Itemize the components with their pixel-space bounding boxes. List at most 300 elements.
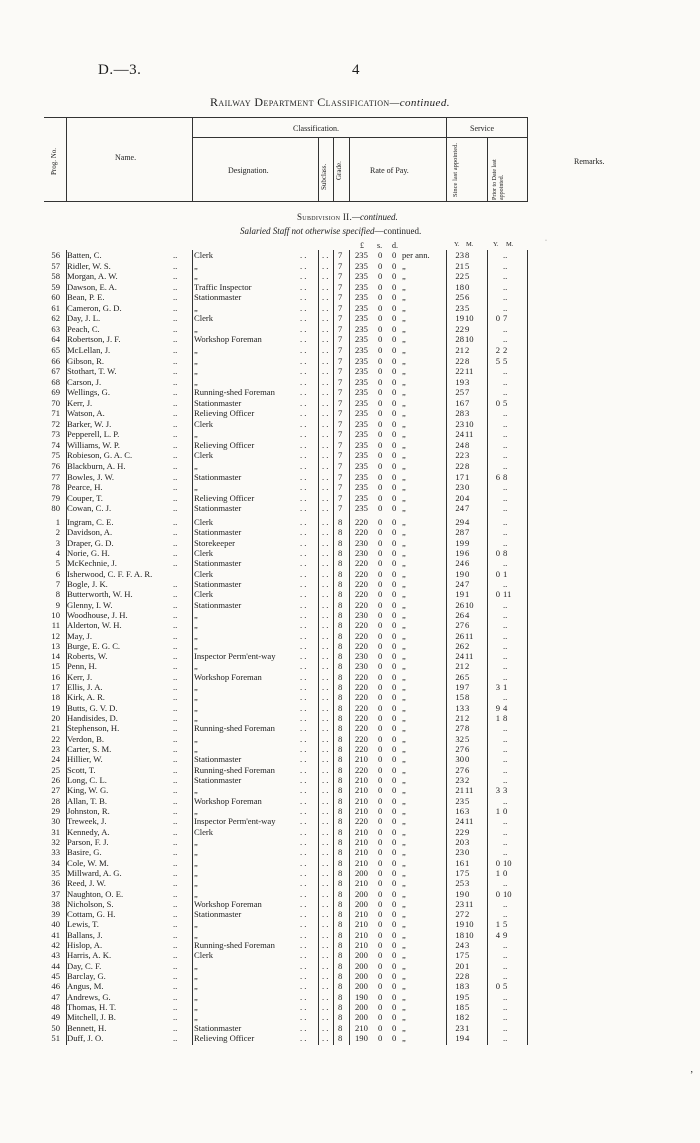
grade: 8 xyxy=(338,661,343,672)
rate-period: „ xyxy=(402,671,406,682)
rate-period: „ xyxy=(402,1022,406,1033)
since-months: 2 xyxy=(465,775,470,785)
name: Morgan, A. W. xyxy=(67,271,118,282)
grade: 7 xyxy=(338,408,343,419)
since-months: 6 xyxy=(465,764,470,775)
rate-shillings: 0 xyxy=(378,795,383,806)
leader-dots: . . xyxy=(300,418,307,429)
since-months: 6 xyxy=(465,558,470,569)
since-months: 1 xyxy=(465,1022,470,1033)
prior-months: .. xyxy=(503,878,508,889)
name: Treweek, J. xyxy=(67,816,107,827)
name: Parson, F. J. xyxy=(67,836,109,847)
rate-shillings: 0 xyxy=(378,355,383,366)
rate-pounds: 220 xyxy=(355,568,368,579)
subclass: . . xyxy=(322,754,329,765)
leader-dots: .. xyxy=(173,558,178,569)
rate-pence: 0 xyxy=(392,482,397,493)
prior-years: 3 xyxy=(495,682,500,693)
prior-months: .. xyxy=(503,609,508,620)
rate-shillings: 0 xyxy=(378,250,383,260)
designation: Stationmaster xyxy=(194,503,242,514)
designation: Stationmaster xyxy=(194,527,242,538)
rate-pounds: 235 xyxy=(355,281,368,292)
rate-pence: 0 xyxy=(392,408,397,419)
rate-pence: 0 xyxy=(392,599,397,610)
designation: „ xyxy=(194,640,198,651)
prior-months: .. xyxy=(503,764,508,775)
name: Handisides, D. xyxy=(67,713,118,724)
leader-dots: . . xyxy=(300,847,307,858)
leader-dots: . . xyxy=(300,568,307,579)
rate-pounds: 220 xyxy=(355,640,368,651)
leader-dots: . . xyxy=(300,929,307,940)
rate-pounds: 235 xyxy=(355,482,368,493)
name: Scott, T. xyxy=(67,764,96,775)
since-months: 9 xyxy=(465,826,470,837)
since-years: 24 xyxy=(455,503,464,514)
subclass: . . xyxy=(322,795,329,806)
rate-shillings: 0 xyxy=(378,344,383,355)
table-row xyxy=(0,429,700,440)
leader-dots: . . xyxy=(300,733,307,744)
prog-no: 72 xyxy=(51,418,60,429)
rate-period: „ xyxy=(402,847,406,858)
table-row xyxy=(0,408,700,419)
leader-dots: . . xyxy=(300,702,307,713)
subclass: . . xyxy=(322,537,329,548)
rate-pounds: 235 xyxy=(355,334,368,345)
grade: 8 xyxy=(338,578,343,589)
since-years: 27 xyxy=(455,620,464,631)
since-months: 5 xyxy=(465,302,470,313)
rate-pounds: 230 xyxy=(355,661,368,672)
designation: Traffic Inspector xyxy=(194,281,252,292)
subclass: . . xyxy=(322,816,329,827)
name: Norie, G. H. xyxy=(67,547,110,558)
rate-pence: 0 xyxy=(392,857,397,868)
prior-months: 1 xyxy=(503,682,508,693)
rate-period: „ xyxy=(402,960,406,971)
header-since-last: Since last appointed. xyxy=(452,143,459,197)
leader-dots: .. xyxy=(173,387,178,398)
rate-period: „ xyxy=(402,344,406,355)
designation: „ xyxy=(194,805,198,816)
rate-pounds: 210 xyxy=(355,1022,368,1033)
subclass: . . xyxy=(322,640,329,651)
name: Ellis, J. A. xyxy=(67,682,103,693)
rate-shillings: 0 xyxy=(378,568,383,579)
name: Glenny, I. W. xyxy=(67,599,113,610)
leader-dots: . . xyxy=(300,744,307,755)
name: Hillier, W. xyxy=(67,754,103,765)
name: Couper, T. xyxy=(67,492,103,503)
grade: 8 xyxy=(338,878,343,889)
rate-pounds: 210 xyxy=(355,805,368,816)
designation: „ xyxy=(194,366,198,377)
rate-shillings: 0 xyxy=(378,940,383,951)
designation: „ xyxy=(194,960,198,971)
col-rule xyxy=(333,137,334,202)
name: Pearce, H. xyxy=(67,482,103,493)
rate-period: „ xyxy=(402,471,406,482)
leader-dots: . . xyxy=(300,630,307,641)
name: Isherwood, C. F. F. A. R. xyxy=(67,568,153,579)
since-months: 11 xyxy=(465,785,474,796)
rate-period: „ xyxy=(402,323,406,334)
prog-no: 26 xyxy=(51,775,60,785)
designation: „ xyxy=(194,888,198,899)
rate-shillings: 0 xyxy=(378,537,383,548)
table-row xyxy=(0,303,700,314)
name: Batten, C. xyxy=(67,250,102,260)
leader-dots: .. xyxy=(173,547,178,558)
rate-pence: 0 xyxy=(392,909,397,920)
subclass: . . xyxy=(322,418,329,429)
prior-months: 5 xyxy=(503,397,508,408)
rate-pence: 0 xyxy=(392,387,397,398)
subclass: . . xyxy=(322,387,329,398)
rate-pounds: 235 xyxy=(355,418,368,429)
since-months: 8 xyxy=(465,723,470,734)
subclass: . . xyxy=(322,836,329,847)
rate-period: „ xyxy=(402,281,406,292)
leader-dots: .. xyxy=(173,366,178,377)
prog-no: 64 xyxy=(51,334,60,345)
rate-shillings: 0 xyxy=(378,482,383,493)
prior-years: 1 xyxy=(495,919,500,930)
since-years: 19 xyxy=(455,537,464,548)
subdivision-continued: —continued. xyxy=(352,212,398,222)
rate-pounds: 210 xyxy=(355,785,368,796)
rate-period: „ xyxy=(402,292,406,303)
prog-no: 42 xyxy=(51,940,60,951)
since-months: 5 xyxy=(465,260,470,271)
since-years: 18 xyxy=(455,929,464,940)
since-years: 17 xyxy=(455,867,464,878)
grade: 8 xyxy=(338,805,343,816)
name: Blackburn, A. H. xyxy=(67,461,126,471)
prior-months: 10 xyxy=(503,857,512,868)
rate-pounds: 220 xyxy=(355,764,368,775)
leader-dots: . . xyxy=(300,682,307,693)
subclass: . . xyxy=(322,292,329,303)
rate-period: „ xyxy=(402,867,406,878)
subclass: . . xyxy=(322,376,329,387)
since-years: 29 xyxy=(455,517,464,527)
since-years: 22 xyxy=(455,826,464,837)
rate-shillings: 0 xyxy=(378,313,383,324)
rate-period: „ xyxy=(402,418,406,429)
since-months: 5 xyxy=(465,795,470,806)
prior-months: .. xyxy=(503,418,508,429)
rate-pence: 0 xyxy=(392,620,397,631)
subdivision-subtitle-text: Salaried Staff not otherwise specified xyxy=(240,226,375,236)
designation: Clerk xyxy=(194,950,214,961)
prior-years: 9 xyxy=(495,702,500,713)
since-months: 4 xyxy=(465,609,470,620)
subclass: . . xyxy=(322,260,329,271)
prior-months: .. xyxy=(503,292,508,303)
name: Basire, G. xyxy=(67,847,102,858)
leader-dots: . . xyxy=(300,366,307,377)
prog-no: 41 xyxy=(51,929,60,940)
rate-pounds: 220 xyxy=(355,517,368,527)
since-years: 26 xyxy=(455,640,464,651)
prog-no: 62 xyxy=(51,313,60,324)
rate-period: „ xyxy=(402,271,406,282)
leader-dots: .. xyxy=(173,1002,178,1013)
name: Butts, G. V. D. xyxy=(67,702,118,713)
leader-dots: .. xyxy=(173,609,178,620)
designation: „ xyxy=(194,609,198,620)
prior-months: .. xyxy=(503,599,508,610)
since-months: 5 xyxy=(465,733,470,744)
prior-months: 7 xyxy=(503,313,508,324)
name: Cameron, G. D. xyxy=(67,302,122,313)
rate-pence: 0 xyxy=(392,795,397,806)
name: Cole, W. M. xyxy=(67,857,109,868)
rate-pence: 0 xyxy=(392,344,397,355)
since-years: 23 xyxy=(455,898,464,909)
leader-dots: .. xyxy=(173,334,178,345)
header-bottom-rule xyxy=(44,201,528,202)
since-years: 20 xyxy=(455,960,464,971)
rate-pence: 0 xyxy=(392,578,397,589)
rate-period: „ xyxy=(402,764,406,775)
rate-shillings: 0 xyxy=(378,764,383,775)
subclass: . . xyxy=(322,888,329,899)
rate-pence: 0 xyxy=(392,671,397,682)
grade: 8 xyxy=(338,692,343,703)
rate-pence: 0 xyxy=(392,816,397,827)
prog-no: 29 xyxy=(51,805,60,816)
prog-no: 1 xyxy=(55,517,60,527)
rate-shillings: 0 xyxy=(378,1033,383,1043)
rate-shillings: 0 xyxy=(378,334,383,345)
prior-months: .. xyxy=(503,334,508,345)
title-continued: —continued. xyxy=(389,97,450,109)
prior-years: 5 xyxy=(495,355,500,366)
table-row xyxy=(0,345,700,356)
rate-period: „ xyxy=(402,547,406,558)
since-months: 7 xyxy=(465,387,470,398)
rate-shillings: 0 xyxy=(378,461,383,471)
prog-no: 37 xyxy=(51,888,60,899)
name: Kerr, J. xyxy=(67,671,93,682)
leader-dots: . . xyxy=(300,492,307,503)
rate-pounds: 220 xyxy=(355,692,368,703)
leader-dots: .. xyxy=(173,640,178,651)
rate-pounds: 235 xyxy=(355,355,368,366)
grade: 8 xyxy=(338,909,343,920)
rate-pence: 0 xyxy=(392,439,397,450)
designation: Clerk xyxy=(194,568,214,579)
since-months: 4 xyxy=(465,1033,470,1043)
name: Day, J. L. xyxy=(67,313,101,324)
leader-dots: . . xyxy=(300,971,307,982)
since-years: 24 xyxy=(455,940,464,951)
grade: 7 xyxy=(338,292,343,303)
since-months: 1 xyxy=(465,589,470,600)
rate-period: „ xyxy=(402,785,406,796)
grade: 8 xyxy=(338,847,343,858)
grade: 8 xyxy=(338,744,343,755)
name: Penn, H. xyxy=(67,661,97,672)
prior-months: .. xyxy=(503,387,508,398)
name: Kirk, A. R. xyxy=(67,692,105,703)
since-months: 2 xyxy=(465,713,470,724)
prog-no: 27 xyxy=(51,785,60,796)
prog-no: 25 xyxy=(51,764,60,775)
grade: 7 xyxy=(338,260,343,271)
grade: 8 xyxy=(338,1012,343,1023)
rate-period: „ xyxy=(402,651,406,662)
name: May, J. xyxy=(67,630,92,641)
rate-pence: 0 xyxy=(392,661,397,672)
prior-years: 3 xyxy=(495,785,500,796)
subclass: . . xyxy=(322,878,329,889)
subclass: . . xyxy=(322,898,329,909)
since-months: 7 xyxy=(465,578,470,589)
since-months: 10 xyxy=(465,313,474,324)
since-years: 21 xyxy=(455,344,464,355)
designation: Clerk xyxy=(194,450,214,461)
name: Williams, W. P. xyxy=(67,439,120,450)
name: Gibson, R. xyxy=(67,355,105,366)
leader-dots: .. xyxy=(173,919,178,930)
rate-shillings: 0 xyxy=(378,620,383,631)
since-years: 17 xyxy=(455,950,464,961)
prior-years: 2 xyxy=(495,344,500,355)
subclass: . . xyxy=(322,620,329,631)
prog-no: 33 xyxy=(51,847,60,858)
leader-dots: . . xyxy=(300,323,307,334)
rate-shillings: 0 xyxy=(378,1022,383,1033)
designation: Clerk xyxy=(194,826,214,837)
leader-dots: .. xyxy=(173,281,178,292)
designation: „ xyxy=(194,344,198,355)
name: Cottam, G. H. xyxy=(67,909,116,920)
prog-no: 24 xyxy=(51,754,60,765)
rate-pence: 0 xyxy=(392,960,397,971)
unit-years-prior: Y. xyxy=(493,241,499,248)
leader-dots: .. xyxy=(173,867,178,878)
rate-shillings: 0 xyxy=(378,754,383,765)
designation: „ xyxy=(194,323,198,334)
name: Long, C. L. xyxy=(67,775,107,785)
since-years: 13 xyxy=(455,702,464,713)
leader-dots: .. xyxy=(173,429,178,440)
prior-months: .. xyxy=(503,723,508,734)
leader-dots: . . xyxy=(300,537,307,548)
rate-pounds: 235 xyxy=(355,450,368,461)
prog-no: 43 xyxy=(51,950,60,961)
rate-pounds: 200 xyxy=(355,898,368,909)
since-years: 15 xyxy=(455,692,464,703)
grade: 8 xyxy=(338,867,343,878)
subclass: . . xyxy=(322,929,329,940)
rate-pounds: 210 xyxy=(355,836,368,847)
prog-no: 31 xyxy=(51,826,60,837)
table-row xyxy=(0,482,700,493)
prior-months: .. xyxy=(503,836,508,847)
rate-shillings: 0 xyxy=(378,836,383,847)
rate-period: „ xyxy=(402,620,406,631)
prog-no: 5 xyxy=(55,558,60,569)
rate-pounds: 200 xyxy=(355,981,368,992)
name: Barclay, G. xyxy=(67,971,106,982)
leader-dots: .. xyxy=(173,909,178,920)
grade: 7 xyxy=(338,450,343,461)
leader-dots: .. xyxy=(173,651,178,662)
subclass: . . xyxy=(322,960,329,971)
rate-shillings: 0 xyxy=(378,702,383,713)
prog-no: 9 xyxy=(55,599,60,610)
since-years: 23 xyxy=(455,302,464,313)
grade: 8 xyxy=(338,589,343,600)
since-years: 27 xyxy=(455,723,464,734)
rate-pence: 0 xyxy=(392,898,397,909)
since-years: 19 xyxy=(455,568,464,579)
rate-period: „ xyxy=(402,909,406,920)
rate-shillings: 0 xyxy=(378,471,383,482)
grade: 8 xyxy=(338,826,343,837)
rate-pence: 0 xyxy=(392,492,397,503)
since-months: 10 xyxy=(465,599,474,610)
rate-pence: 0 xyxy=(392,775,397,785)
since-months: 0 xyxy=(465,482,470,493)
name: McKechnie, J. xyxy=(67,558,117,569)
prior-months: .. xyxy=(503,940,508,951)
leader-dots: . . xyxy=(300,376,307,387)
prog-no: 67 xyxy=(51,366,60,377)
rate-pounds: 220 xyxy=(355,702,368,713)
designation: Storekeeper xyxy=(194,537,236,548)
designation: „ xyxy=(194,429,198,440)
rate-pounds: 200 xyxy=(355,971,368,982)
grade: 8 xyxy=(338,795,343,806)
since-months: 2 xyxy=(465,661,470,672)
prior-months: .. xyxy=(503,461,508,471)
since-years: 23 xyxy=(455,482,464,493)
leader-dots: .. xyxy=(173,805,178,816)
prog-no: 45 xyxy=(51,971,60,982)
grade: 7 xyxy=(338,323,343,334)
since-months: 6 xyxy=(465,547,470,558)
prior-months: .. xyxy=(503,991,508,1002)
leader-dots: .. xyxy=(173,492,178,503)
rate-shillings: 0 xyxy=(378,517,383,527)
prior-months: .. xyxy=(503,971,508,982)
rate-shillings: 0 xyxy=(378,292,383,303)
prior-months: .. xyxy=(503,408,508,419)
rate-shillings: 0 xyxy=(378,640,383,651)
leader-dots: .. xyxy=(173,302,178,313)
rate-shillings: 0 xyxy=(378,733,383,744)
rate-pence: 0 xyxy=(392,981,397,992)
prog-no: 23 xyxy=(51,744,60,755)
leader-dots: . . xyxy=(300,355,307,366)
leader-dots: .. xyxy=(173,671,178,682)
since-months: 9 xyxy=(465,323,470,334)
prior-years: 1 xyxy=(495,805,500,816)
rate-pounds: 235 xyxy=(355,292,368,303)
name: Day, C. F. xyxy=(67,960,102,971)
grade: 8 xyxy=(338,1002,343,1013)
subclass: . . xyxy=(322,439,329,450)
prog-no: 36 xyxy=(51,878,60,889)
